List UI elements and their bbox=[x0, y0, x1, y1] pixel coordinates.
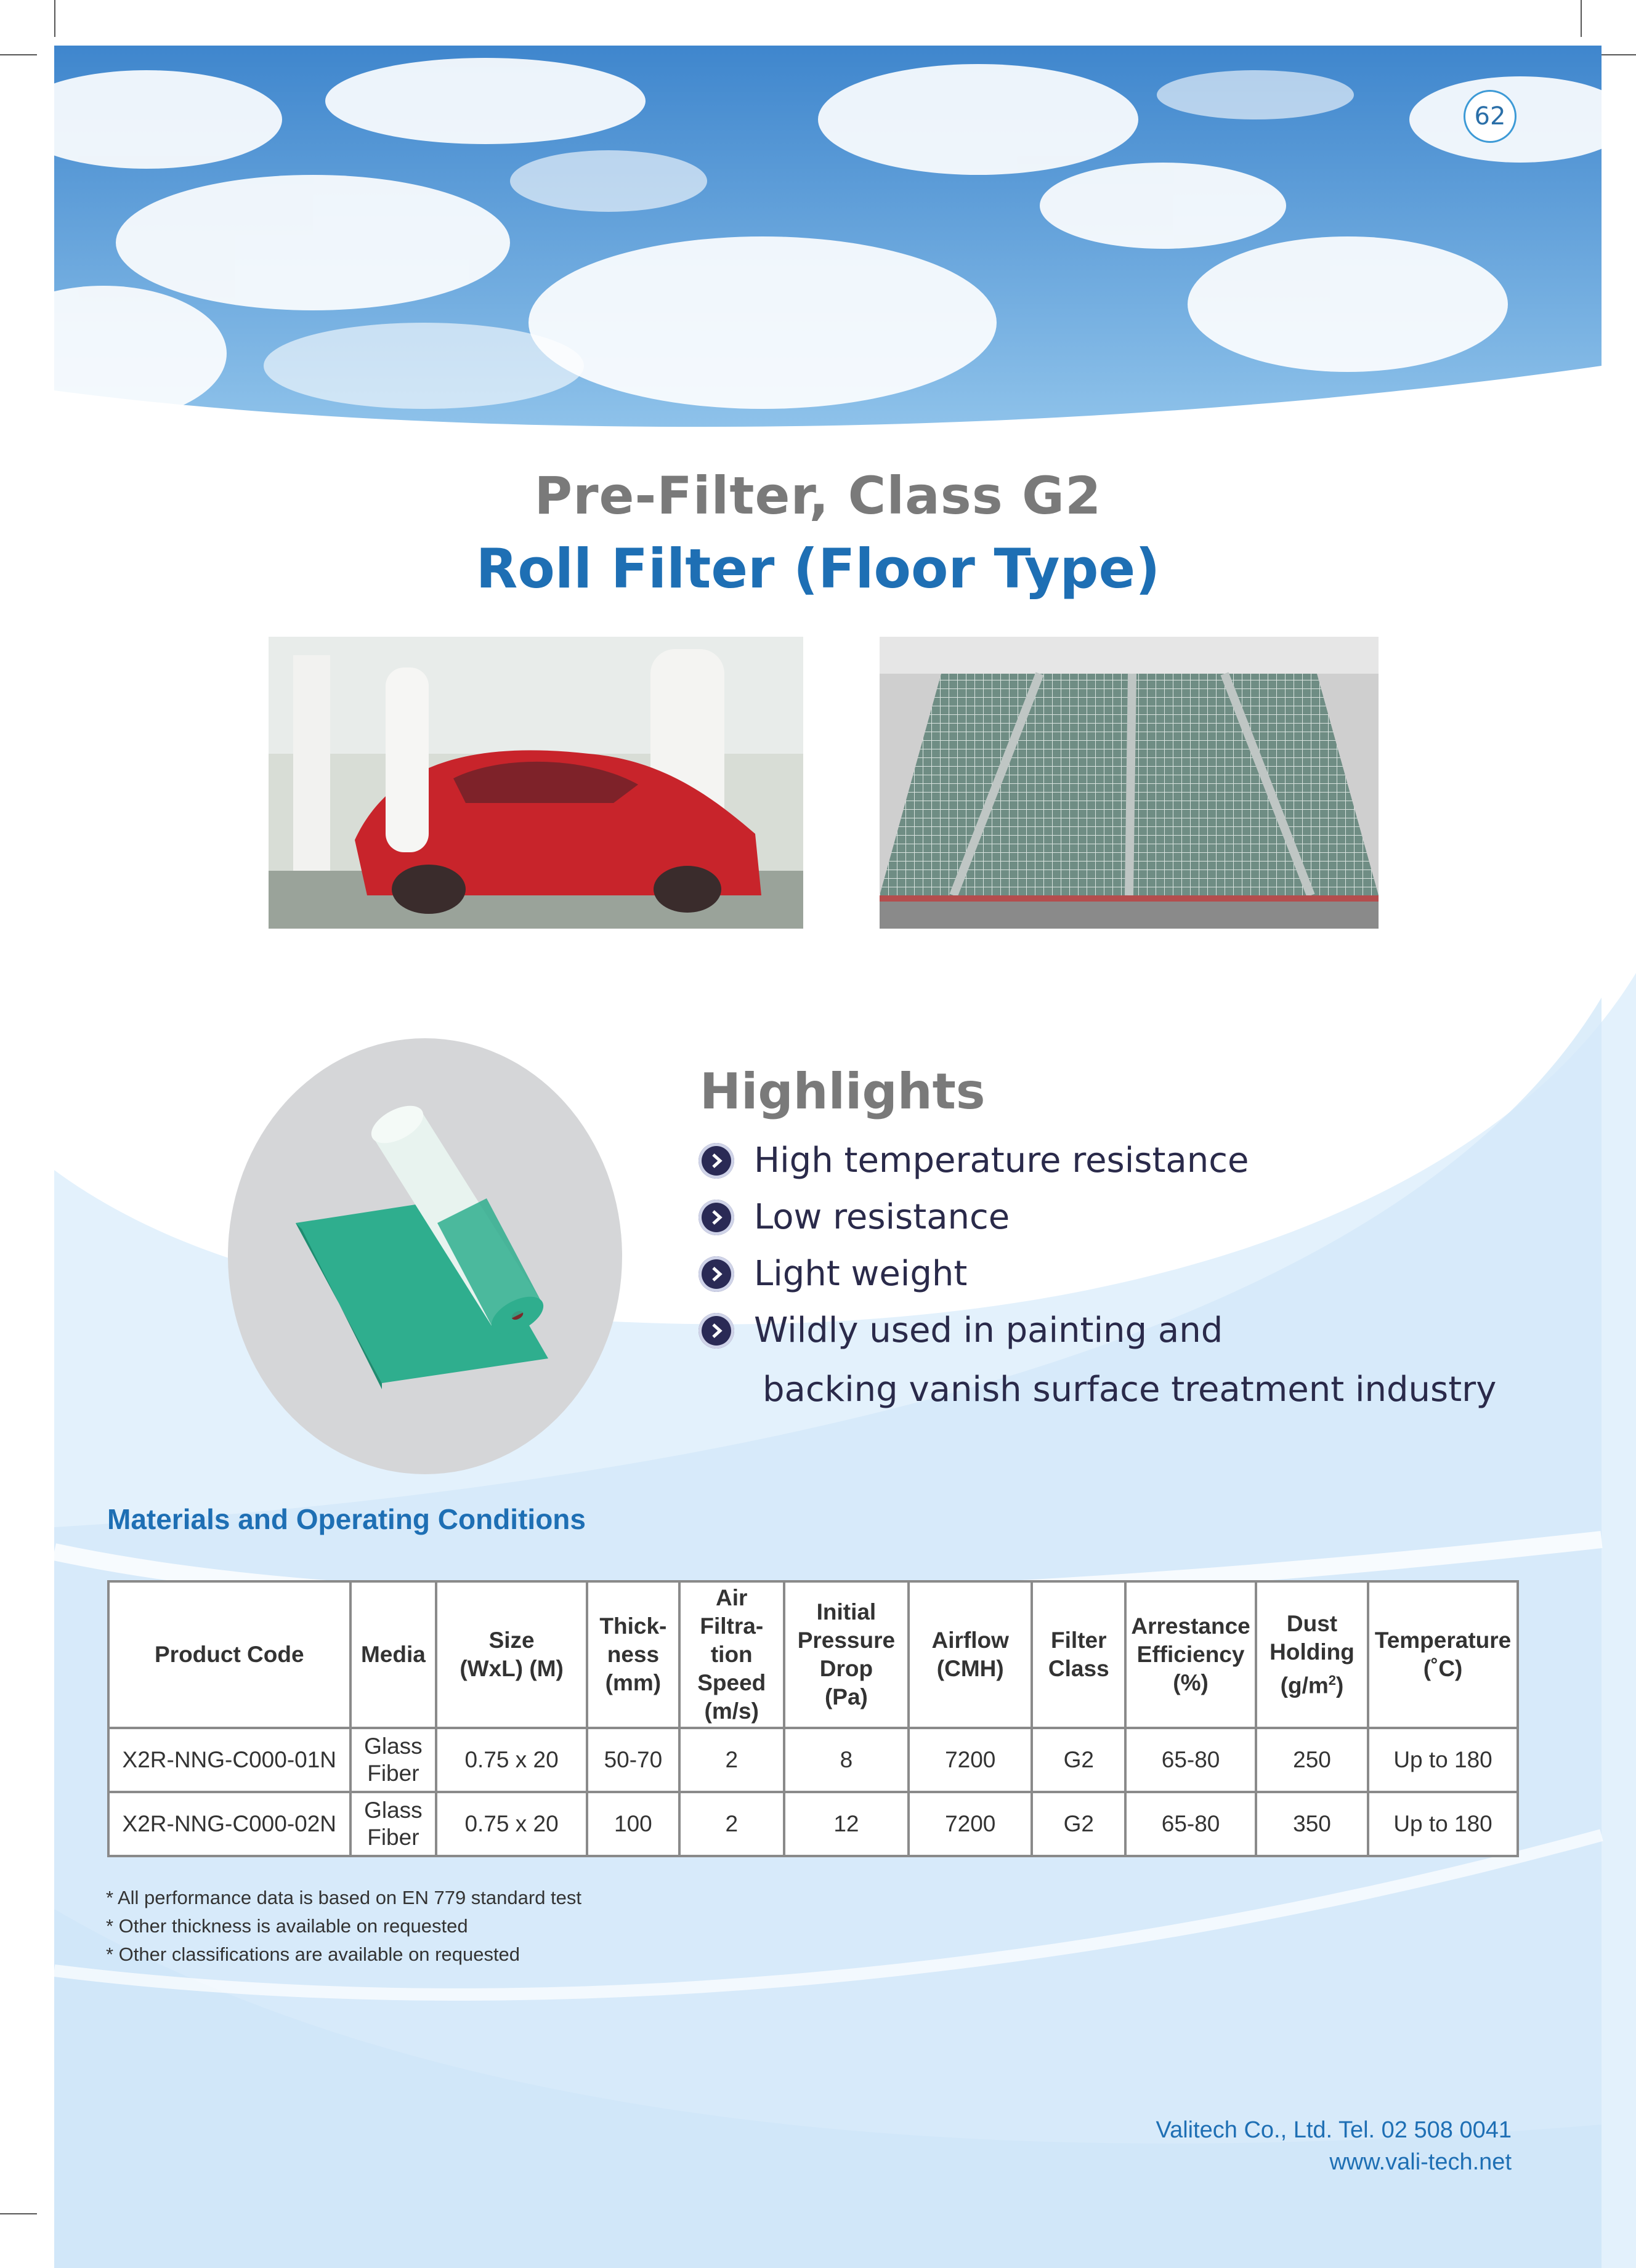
table-row bbox=[108, 1792, 1518, 1856]
crop-mark bbox=[0, 54, 37, 55]
column-header-size: Size (WxL) (M) bbox=[436, 1581, 587, 1728]
cell-speed: 2 bbox=[679, 1728, 784, 1792]
highlight-item bbox=[699, 1310, 1223, 1350]
highlight-text: Light weight bbox=[754, 1254, 968, 1294]
column-header-dust-holding: Dust Holding $(g/m^2)$ bbox=[1256, 1581, 1368, 1728]
highlight-text: High temperature resistance bbox=[754, 1140, 1249, 1180]
cell-size: 0.75 x 20 bbox=[436, 1728, 587, 1792]
cell-media: Glass Fiber bbox=[350, 1792, 437, 1856]
cell-pressure-drop: 8 bbox=[784, 1728, 909, 1792]
cell-dust-holding: 250 bbox=[1256, 1728, 1368, 1792]
column-header-pressure-drop: Initial Pressure Drop (Pa) bbox=[784, 1581, 909, 1728]
specifications-table bbox=[107, 1580, 1519, 1857]
cell-thickness: 50-70 bbox=[587, 1728, 679, 1792]
footnote: * Other thickness is available on requested bbox=[106, 1915, 468, 1937]
product-image-circle bbox=[228, 1038, 622, 1474]
column-header-filter-class: Filter Class bbox=[1032, 1581, 1125, 1728]
footnote: * All performance data is based on EN 779 standard test bbox=[106, 1887, 582, 1908]
chevron-right-icon bbox=[699, 1143, 734, 1179]
cell-product-code: X2R-NNG-C000-02N bbox=[108, 1792, 350, 1856]
chevron-right-icon bbox=[699, 1313, 734, 1349]
highlight-item bbox=[699, 1197, 1010, 1237]
column-header-product-code: Product Code bbox=[108, 1581, 350, 1728]
cell-arrestance: 65-80 bbox=[1125, 1728, 1256, 1792]
crop-mark bbox=[1581, 0, 1582, 37]
cell-temperature: Up to 180 bbox=[1368, 1728, 1518, 1792]
column-header-thickness: Thick- ness (mm) bbox=[587, 1581, 679, 1728]
cell-filter-class: G2 bbox=[1032, 1792, 1125, 1856]
paint-booth-car-photo bbox=[269, 637, 803, 929]
page-number: 62 bbox=[1464, 90, 1517, 143]
column-header-media: Media bbox=[350, 1581, 437, 1728]
cell-arrestance: 65-80 bbox=[1125, 1792, 1256, 1856]
column-header-arrestance: Arrestance Efficiency (%) bbox=[1125, 1581, 1256, 1728]
footnote: * Other classifications are available on requested bbox=[106, 1943, 520, 1965]
highlight-item bbox=[699, 1254, 967, 1294]
filter-roll-image bbox=[228, 1038, 622, 1474]
cell-speed: 2 bbox=[679, 1792, 784, 1856]
materials-heading: Materials and Operating Conditions bbox=[107, 1503, 586, 1535]
highlight-item bbox=[699, 1140, 1249, 1180]
crop-mark bbox=[1599, 54, 1636, 55]
footer-company-contact: Valitech Co., Ltd. Tel. 02 508 0041 bbox=[1156, 2117, 1512, 2143]
table-row bbox=[108, 1728, 1518, 1792]
highlights-heading: Highlights bbox=[700, 1063, 986, 1120]
cell-media: Glass Fiber bbox=[350, 1728, 437, 1792]
footer-website-link[interactable]: www.vali-tech.net bbox=[1329, 2149, 1512, 2175]
booth-floor-grating-photo bbox=[880, 637, 1379, 929]
cell-temperature: Up to 180 bbox=[1368, 1792, 1518, 1856]
column-header-speed: Air Filtra- tion Speed (m/s) bbox=[679, 1581, 784, 1728]
highlight-text: Low resistance bbox=[754, 1197, 1010, 1237]
column-header-airflow: Airflow (CMH) bbox=[909, 1581, 1032, 1728]
cell-thickness: 100 bbox=[587, 1792, 679, 1856]
cell-airflow: 7200 bbox=[909, 1792, 1032, 1856]
cell-size: 0.75 x 20 bbox=[436, 1792, 587, 1856]
cell-filter-class: G2 bbox=[1032, 1728, 1125, 1792]
sky-header-image bbox=[54, 46, 1602, 427]
column-header-temperature: Temperature (˚C) bbox=[1368, 1581, 1518, 1728]
crop-mark bbox=[54, 0, 55, 37]
chevron-right-icon bbox=[699, 1200, 734, 1235]
cell-product-code: X2R-NNG-C000-01N bbox=[108, 1728, 350, 1792]
cell-pressure-drop: 12 bbox=[784, 1792, 909, 1856]
page-title: Roll Filter (Floor Type) bbox=[476, 537, 1160, 600]
cell-airflow: 7200 bbox=[909, 1728, 1032, 1792]
page-subtitle: Pre-Filter, Class G2 bbox=[534, 466, 1102, 526]
highlight-text: Wildly used in painting and bbox=[754, 1310, 1223, 1350]
table-header-row bbox=[108, 1581, 1518, 1728]
chevron-right-icon bbox=[699, 1256, 734, 1292]
cell-dust-holding: 350 bbox=[1256, 1792, 1368, 1856]
highlight-text-continuation: backing vanish surface treatment industry bbox=[763, 1370, 1497, 1410]
